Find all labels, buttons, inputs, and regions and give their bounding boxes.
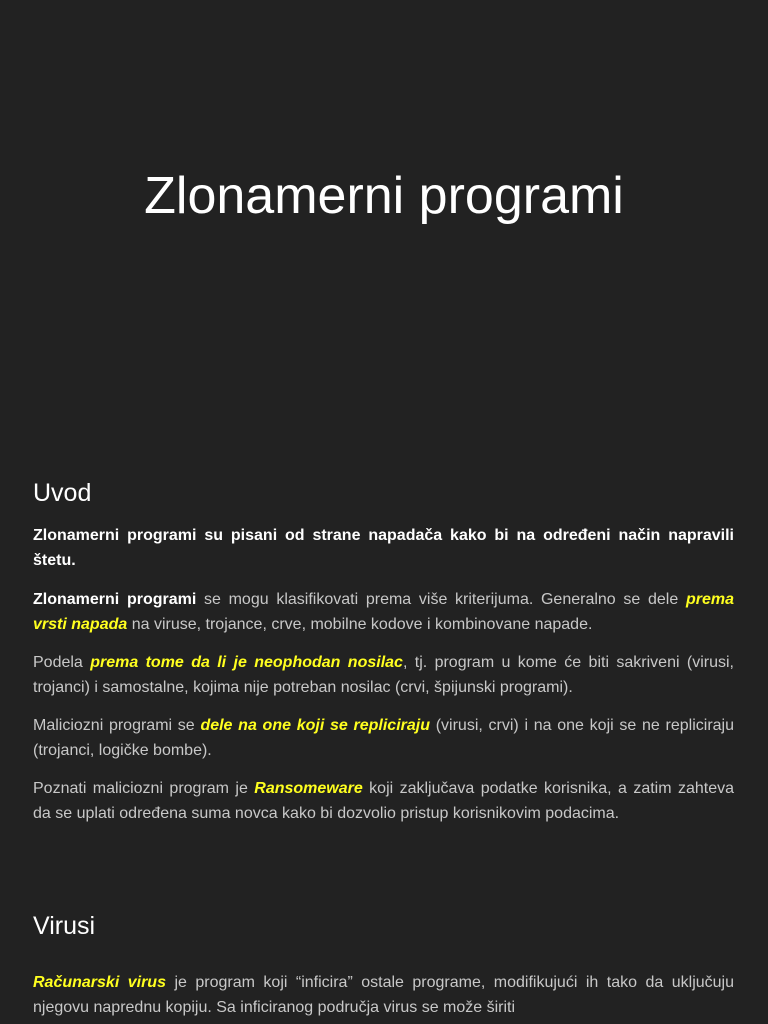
paragraph-text: na viruse, trojance, crve, mobilne kodove i kombinovane napade. [127,616,593,633]
paragraph-text: koji zaključava podatke korisnika, a zatim zahteva da se uplati određena suma novca kako bi dozvolio pristup korisnikovim podacima. [33,780,734,822]
main-title: Zlonamerni programi [144,167,624,225]
highlighted-term: Ransomeware [254,780,363,797]
uvod-paragraph-5 [33,776,734,826]
bold-term: Zlonamerni programi [33,591,197,608]
paragraph-text: Maliciozni programi se [33,717,201,734]
highlighted-term: dele na one koji se repliciraju [200,717,430,734]
paragraph-text: Podela [33,654,91,671]
highlighted-term: prema tome da li je neophodan nosilac [90,654,403,671]
title-slide [0,0,768,440]
virusi-heading: Virusi [33,912,96,940]
uvod-paragraph-1: Zlonamerni programi su pisani od strane napadača kako bi na određeni način napravili štetu. [33,527,734,569]
uvod-paragraph-3 [33,650,734,700]
uvod-paragraph-2 [33,587,734,637]
paragraph-text: Poznati maliciozni program je [33,780,255,797]
virusi-paragraph-1 [33,970,734,1020]
uvod-paragraph-4 [33,713,734,763]
paragraph-text: (virusi, crvi) i na one koji se ne repliciraju (trojanci, logičke bombe). [33,717,735,759]
paragraph-text: , tj. program u kome će biti sakriveni (virusi, trojanci) i samostalne, kojima nije potreban nosilac (crvi, špijunski programi). [33,654,735,696]
highlighted-term: prema vrsti napada [33,591,734,633]
paragraph-text: je program koji “inficira” ostale programe, modifikujući ih tako da uključuju njegovu naprednu kopiju. Sa inficiranog područja virus se može širiti [33,974,735,1016]
paragraph-text: se mogu klasifikovati prema više kriterijuma. Generalno se dele [196,591,686,608]
highlighted-term: Računarski virus [33,974,166,991]
uvod-heading: Uvod [33,479,92,507]
